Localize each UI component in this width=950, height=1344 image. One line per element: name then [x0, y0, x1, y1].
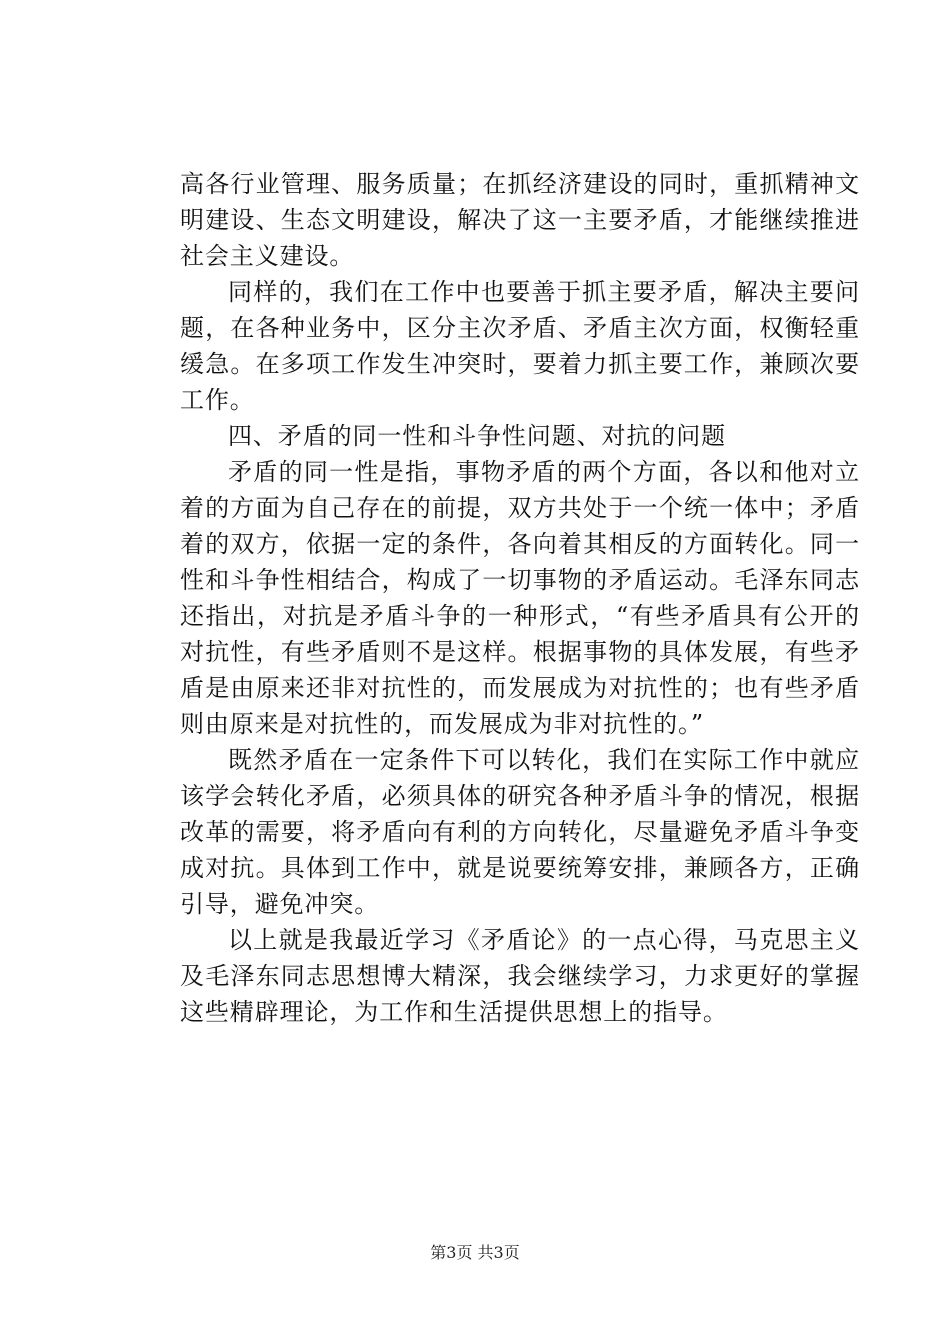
- text-line: 着的双方，依据一定的条件，各向着其相反的方面转化。同一: [180, 530, 860, 558]
- text-line: 着的方面为自己存在的前提，双方共处于一个统一体中；矛盾: [180, 494, 860, 522]
- page-footer: 第3页 共3页: [430, 1243, 520, 1262]
- text-line: 该学会转化矛盾，必须具体的研究各种矛盾斗争的情况，根据: [180, 782, 860, 810]
- text-line: 盾是由原来还非对抗性的，而发展成为对抗性的；也有些矛盾: [180, 674, 860, 702]
- text-line: 则由原来是对抗性的，而发展成为非对抗性的。”: [180, 710, 705, 738]
- text-line: 工作。: [180, 386, 255, 414]
- text-line: 引导，避免冲突。: [180, 890, 380, 918]
- text-line: 同样的，我们在工作中也要善于抓主要矛盾，解决主要问: [228, 278, 860, 306]
- text-line: 对抗性，有些矛盾则不是这样。根据事物的具体发展，有些矛: [180, 638, 860, 666]
- text-line: 性和斗争性相结合，构成了一切事物的矛盾运动。毛泽东同志: [180, 566, 860, 594]
- text-line: 高各行业管理、服务质量；在抓经济建设的同时，重抓精神文: [180, 170, 860, 198]
- text-line: 改革的需要，将矛盾向有利的方向转化，尽量避免矛盾斗争变: [180, 818, 860, 846]
- text-line: 缓急。在多项工作发生冲突时，要着力抓主要工作，兼顾次要: [180, 350, 860, 378]
- text-line: 既然矛盾在一定条件下可以转化，我们在实际工作中就应: [228, 746, 860, 774]
- text-line: 以上就是我最近学习《矛盾论》的一点心得，马克思主义: [228, 926, 860, 954]
- text-line: 明建设、生态文明建设，解决了这一主要矛盾，才能继续推进: [180, 206, 860, 234]
- text-line: 社会主义建设。: [180, 242, 355, 270]
- text-line: 还指出，对抗是矛盾斗争的一种形式，“有些矛盾具有公开的: [180, 602, 860, 630]
- text-line: 成对抗。具体到工作中，就是说要统筹安排，兼顾各方，正确: [180, 854, 860, 882]
- document-body: [180, 166, 860, 1030]
- text-line: 及毛泽东同志思想博大精深，我会继续学习，力求更好的掌握: [180, 962, 860, 990]
- text-line: 题，在各种业务中，区分主次矛盾、矛盾主次方面，权衡轻重: [180, 314, 860, 342]
- text-line: 这些精辟理论，为工作和生活提供思想上的指导。: [180, 998, 728, 1026]
- text-line: 四、矛盾的同一性和斗争性问题、对抗的问题: [228, 422, 726, 450]
- text-line: 矛盾的同一性是指，事物矛盾的两个方面，各以和他对立: [228, 458, 860, 486]
